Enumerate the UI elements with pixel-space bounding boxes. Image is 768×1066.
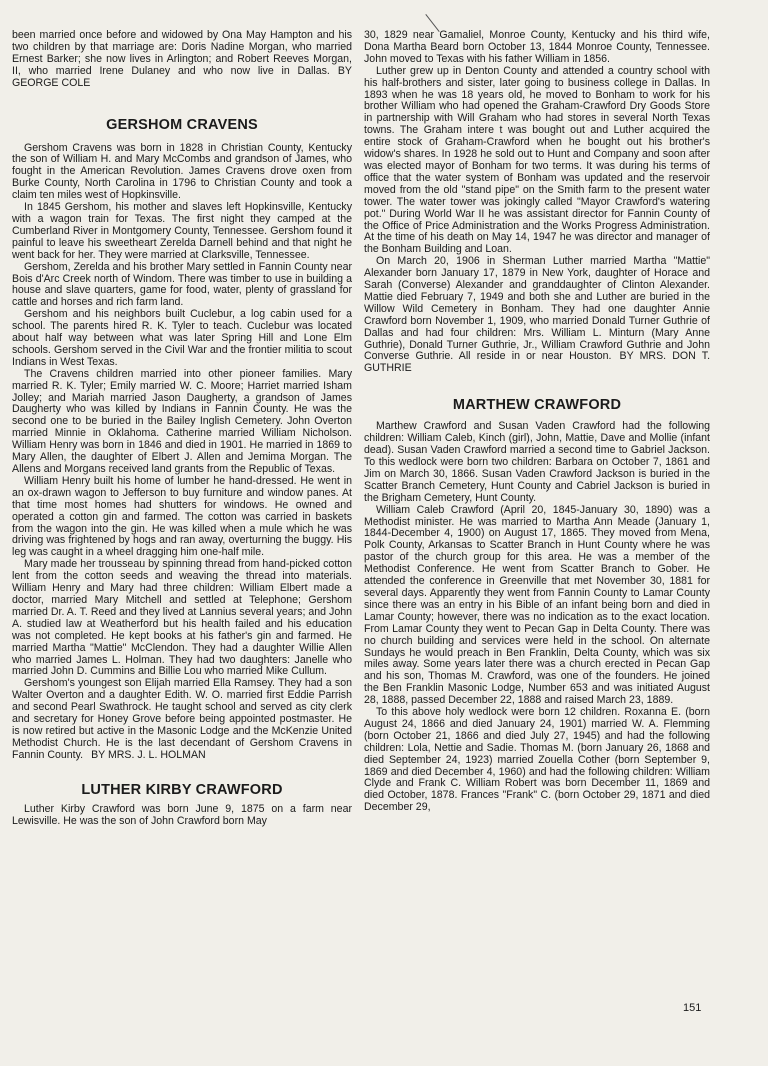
paragraph-text: On March 20, 1906 in Sherman Luther married Martha "Mattie" Alexander born January 17, 1879 in New York, daughter of Horace and Sarah (Converse) Alexander and granddaughter of Clinton Alexander. Mattie died February 7, 1949 and both she and Luther are buried in the Willow Wild Cemetery in Bonham. They had one daughter Annie Crawford born November 1, 1909, who married Donald Turner Guthrie of Dallas and had four children: Mrs. William L. Minturn (Mary Anne Guthrie), Donald Turner Guthrie, Jr., William Crawford Guthrie and John Converse Guthrie. All reside in or near Houston. (364, 255, 710, 363)
section-title: GERSHOM CRAVENS (106, 116, 258, 133)
right-column (364, 30, 710, 814)
paragraph: William Caleb Crawford (April 20, 1845-January 30, 1890) was a Methodist minister. He was married to Martha Ann Meade (January 1, 1844-December 4, 1900) on August 17, 1865. They moved from Mena, Polk County, Arkansas to Scatter Branch in Hunt County where he was pastor of the church group for this area. He was a member of the Methodist Conference. He went from Scatter Branch to Gober. He attended the conference in Greenville that met November 30, 1881 for several days. Apparently they went from Fannin County to Lamar County since there was an entry in his Bible of an infant being born and died in Lamar County; however, there was no indication as to the exact location. From Lamar County they went to Pecan Gap in Delta County. There was no church building and services were held in the school. On alternate Sundays he would preach in Ben Franklin, Delta County, which was six miles away. Some years later there was a church erected in Pecan Gap and his son, Thomas M. Crawford, was one of the founders. He joined the Ben Franklin Masonic Lodge, Number 653 and was initiated August 28, 1888, passed December 22, 1888 and raised March 23, 1889. (364, 503, 710, 707)
paragraph: The Cravens children married into other pioneer families. Mary married R. K. Tyler; Emily married W. C. Moore; Harriet married Isham Jolley; and Mariah married Jason Daugherty, a grandson of James Daugherty who was killed by Indians in Fannin County. He was the second one to be buried in the Bailey Inglish Cemetery. John Overton married Minnie in Oklahoma. Catherine married William Nicholson. William Henry was born in 1846 and died in 1901. He married in 1869 to Mary Allen, the daughter of Elbert J. Allen and Jemima Morgan. The Allens and Morgans received land grants from the Republic of Texas. (12, 367, 352, 475)
byline: BY GEORGE COLE (12, 64, 352, 89)
paragraph: In 1845 Gershom, his mother and slaves left Hopkinsville, Kentucky with a wagon train for Texas. The first night they camped at the Cumberland River in Montgomery County, Tennessee. Gershom found it painful to leave his sweetheart Zerelda Darnell behind and that night he went back for her. They were married at Clarksville, Tennessee. (12, 201, 352, 261)
paragraph: Gershom Cravens was born in 1828 in Christian County, Kentucky the son of William H. and Mary McCombs and grandson of James, who fought in the American Revolution. James Cravens drove oxen from Burke County, North Carolina in 1796 to Christian County and took a claim ten miles west of Hopkinsville. (12, 141, 352, 202)
paragraph (12, 30, 352, 90)
paragraph: Luther grew up in Denton County and attended a country school with his half-brothers and sister, later going to business college in Dallas. In 1893 when he was 18 years old, he moved to Bonham to work for his brother William who had opened the Graham-Crawford Dry Goods Store in partnership with Will Graham who had stores in several North Texas towns. The Graham intere t was bought out and Luther acquired the entire stock of Graham-Crawford when he bought out his brother's widow's shares. In 1928 he sold out to Hunt and Company and soon after was elected mayor of Bonham for two terms. It was during his terms of office that the water system of Bonham was updated and the reservoir moved from the old "stand pipe" on the Smith farm to the present water tower. The water tower was jokingly called "Mayor Crawford's watering pot." During World War II he was assistant director for Fannin County of the Office of Price Administration and the Works Progress Administration. At the time of his death on May 14, 1947 he was director and manager of the Bonham Building and Loan. (364, 64, 710, 256)
paragraph: Gershom and his neighbors built Cuclebur, a log cabin used for a school. The parents hired R. K. Tyler to teach. Cuclebur was located about half way between what was later Spring Hill and Lone Elm schools. Gershom served in the Civil War and the frontier militia to scout Indians in West Texas. (12, 308, 352, 368)
section-title: MARTHEW CRAWFORD (452, 397, 622, 414)
paragraph: To this above holy wedlock were born 12 children. Roxanna E. (born August 24, 1866 and died January 24, 1901) married W. A. Flemming (born October 21, 1866 and died July 27, 1945) and had the following children: Lola, Nettie and Sadie. Thomas M. (born January 26, 1868 and died September 24, 1923) married Zouella Cother (born September 9, 1869 and died December 4, 1960) and had the following children: William Clyde and Frank C. William Robert was born December 11, 1869 and died October, 1878. Frances "Frank" C. (born October 29, 1871 and died December 29, (364, 706, 710, 814)
byline: BY MRS. J. L. HOLMAN (91, 748, 206, 761)
paragraph: Marthew Crawford and Susan Vaden Crawford had the following children: William Caleb, Kinch (girl), John, Mattie, Dave and Mollie (infant dead). Susan Vaden Crawford married a second time to Gabriel Jackson. To this wedlock were born two children: Barbara on October 7, 1861 and Jim on March 30, 1866. Susan Vaden Crawford Jackson is buried in the Scatter Branch Cemetery, Hunt County and Cabriel Jackson is buried in the Brigham Cemetery, Hunt County. (364, 420, 710, 504)
paragraph: Mary made her trousseau by spinning thread from hand-picked cotton lent from the cotton seeds and weaving the thread into materials. William Henry and Mary had three children: William Elbert made a doctor, married Mary Mitchell and settled at Telephone; Gershom married Dr. A. T. Reed and they lived at Lannius several years; and John A. studied law at Weatherford but his health failed and his education was not completed. He kept books at his father's gin and farmed. He married Martha "Mattie" McClendon. They had a daughter Willie Allen who married James L. Holman. They had two daughters: Janelle who married John D. Cummins and Billie Lou who married Mike Cullum. (12, 558, 352, 678)
paragraph-text: been married once before and widowed by Ona May Hampton and his two children by that marriage are: Doris Nadine Morgan, who married Ernest Barker; she now lives in Arlington; and Robert Reeves Morgan, II, who married Irene Dulaney and who now live in Dallas. (12, 29, 352, 77)
page-number: 151 (683, 1002, 702, 1014)
paragraph: Gershom, Zerelda and his brother Mary settled in Fannin County near Bois d'Arc Creek north of Windom. There was timber to use in building a house and slave quarters, game for food, water, plenty of grassland for cattle and horses and rich farm land. (12, 260, 352, 309)
section-title: LUTHER KIRBY CRAWFORD (81, 781, 283, 798)
paragraph: Luther Kirby Crawford was born June 9, 1875 on a farm near Lewisville. He was the son of John Crawford born May (12, 802, 352, 827)
paragraph: 30, 1829 near Gamaliel, Monroe County, Kentucky and his third wife, Dona Martha Beard born October 13, 1844 Monroe County, Tennessee. John moved to Texas with his father William in 1856. (364, 29, 710, 65)
paragraph (12, 678, 352, 761)
left-column (12, 30, 352, 827)
paragraph-text: Gershom's youngest son Elijah married Ella Ramsey. They had a son Walter Overton and a daughter Edith. W. O. married first Eddie Parrish and second Pearl Swathrock. He taught school and served as city clerk and secretary for Honey Grove before being appointed postmaster. He is now retired but active in the Masonic Lodge and the McKenzie United Methodist Church. He is the last decendant of Gershom Cravens in Fannin County. (12, 677, 352, 761)
paragraph (364, 256, 710, 375)
byline: BY MRS. DON T. GUTHRIE (364, 350, 711, 375)
paragraph: William Henry built his home of lumber he hand-dressed. He went in an ox-drawn wagon to Jefferson to buy furniture and window panes. At that time most homes had shutters for windows. He owned and operated a cotton gin and farmed. The cotton was carried in baskets from the wagon into the gin. He was killed when a mule which he was driving was frightened by hogs and ran away, overturning the buggy. His leg was caught in a wheel dragging him one-half mile. (12, 474, 352, 559)
